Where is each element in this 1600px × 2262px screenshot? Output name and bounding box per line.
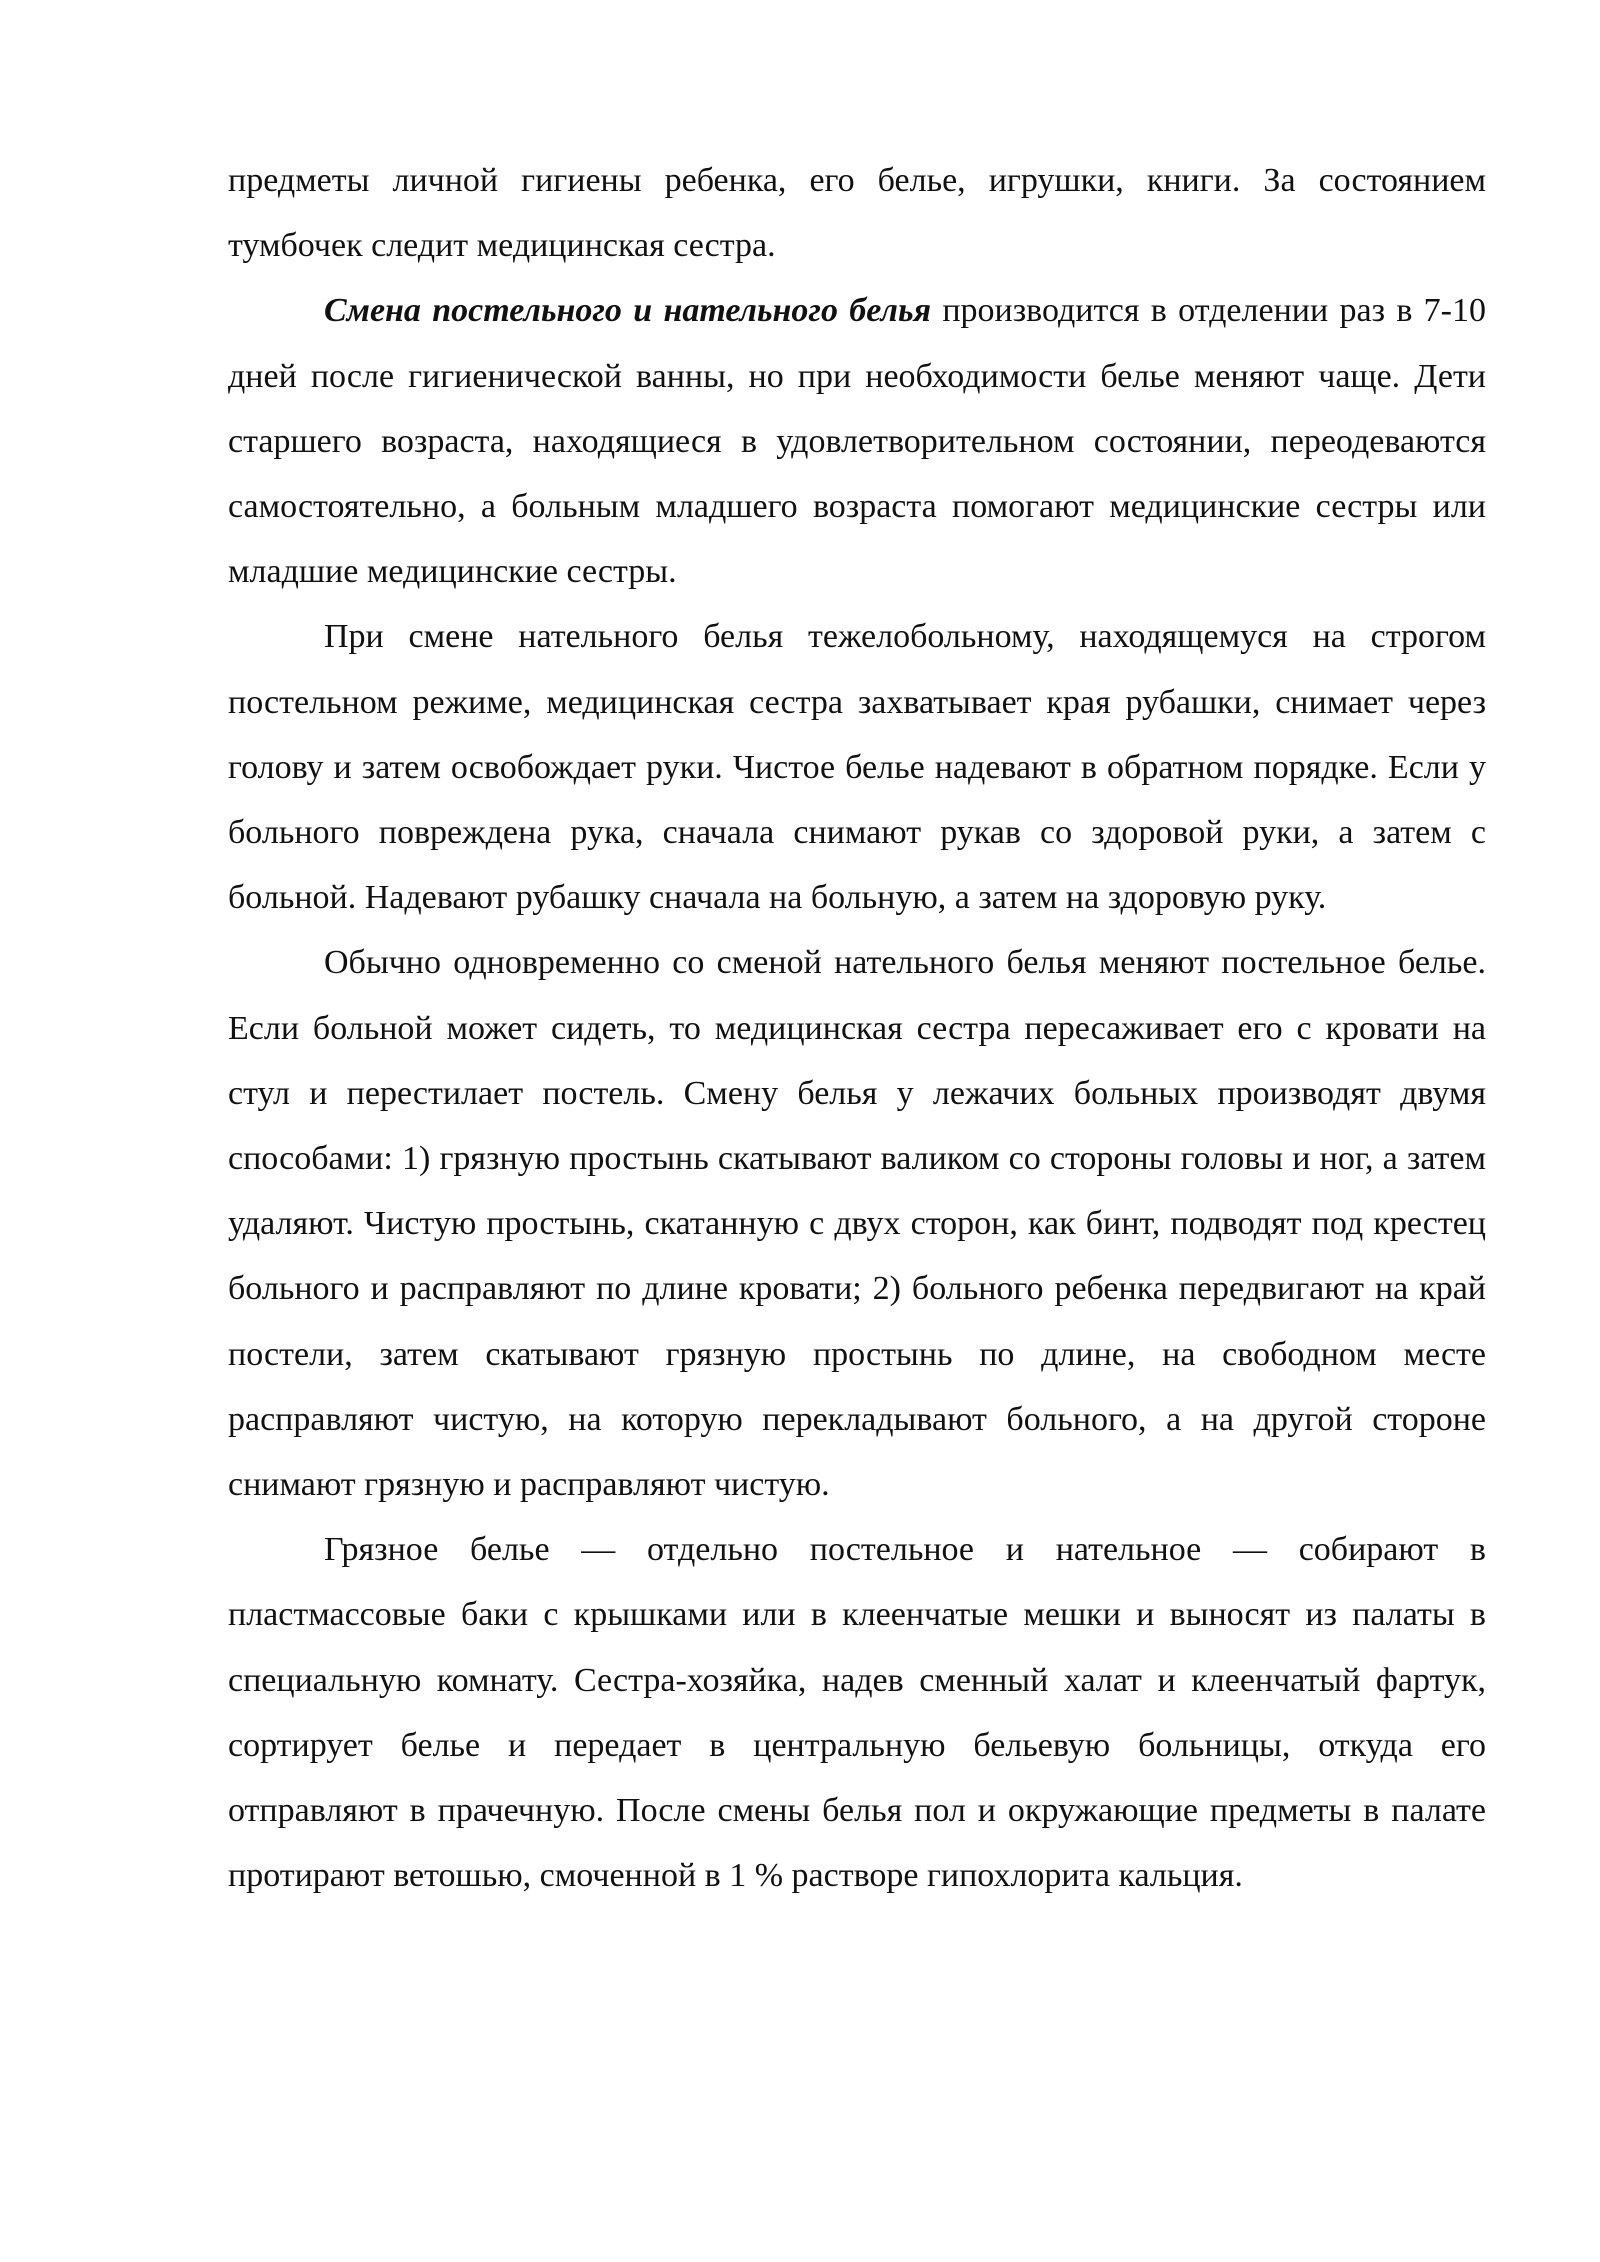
paragraph-2-emphasis: Смена постельного и нательного белья <box>324 292 932 330</box>
document-page <box>228 148 1486 1908</box>
paragraph-1-text: предметы личной гигиены ребенка, его белье, игрушки, книги. За состоянием тумбочек следит медицинская сестра. <box>228 162 1486 265</box>
paragraph-4 <box>228 930 1486 1517</box>
paragraph-2 <box>228 278 1486 604</box>
paragraph-4-text: Обычно одновременно со сменой нательного белья меняют постельное белье. Если больной может сидеть, то медицинская сестра пересаживает его с кровати на стул и перестилает постель. Смену белья у лежачих больных производят двумя способами: 1) грязную простынь скатывают валиком со стороны головы и ног, а затем удаляют. Чистую простынь, скатанную с двух сторон, как бинт, подводят под крестец больного и расправляют по длине кровати; 2) больного ребенка передвигают на край постели, затем скатывают грязную простынь по длине, на свободном месте расправляют чистую, на которую перекладывают больного, а на другой стороне снимают грязную и расправляют чистую. <box>228 944 1486 1504</box>
paragraph-3 <box>228 604 1486 930</box>
paragraph-3-text: При смене нательного белья тежелобольному, находящемуся на строгом постельном режиме, медицинская сестра захватывает края рубашки, снимает через голову и затем освобождает руки. Чистое белье надевают в обратном порядке. Если у больного повреждена рука, сначала снимают рукав со здоровой руки, а затем с больной. Надевают рубашку сначала на больную, а затем на здоровую руку. <box>228 618 1486 917</box>
paragraph-1 <box>228 148 1486 278</box>
paragraph-5 <box>228 1517 1486 1908</box>
paragraph-2-text: производится в отделении раз в 7-10 дней после гигиенической ванны, но при необходимости белье меняют чаще. Дети старшего возраста, находящиеся в удовлетворительном состоянии, переодеваются самостоятельно, а больным младшего возраста помогают медицинские сестры или младшие медицинские сестры. <box>228 292 1487 591</box>
paragraph-5-text: Грязное белье — отдельно постельное и нательное — собирают в пластмассовые баки с крышками или в клеенчатые мешки и выносят из палаты в специальную комнату. Сестра-хозяйка, надев сменный халат и клеенчатый фартук, сортирует белье и передает в центральную бельевую больницы, откуда его отправляют в прачечную. После смены белья пол и окружающие предметы в палате протирают ветошью, смоченной в 1 % растворе гипохлорита кальция. <box>228 1531 1486 1895</box>
